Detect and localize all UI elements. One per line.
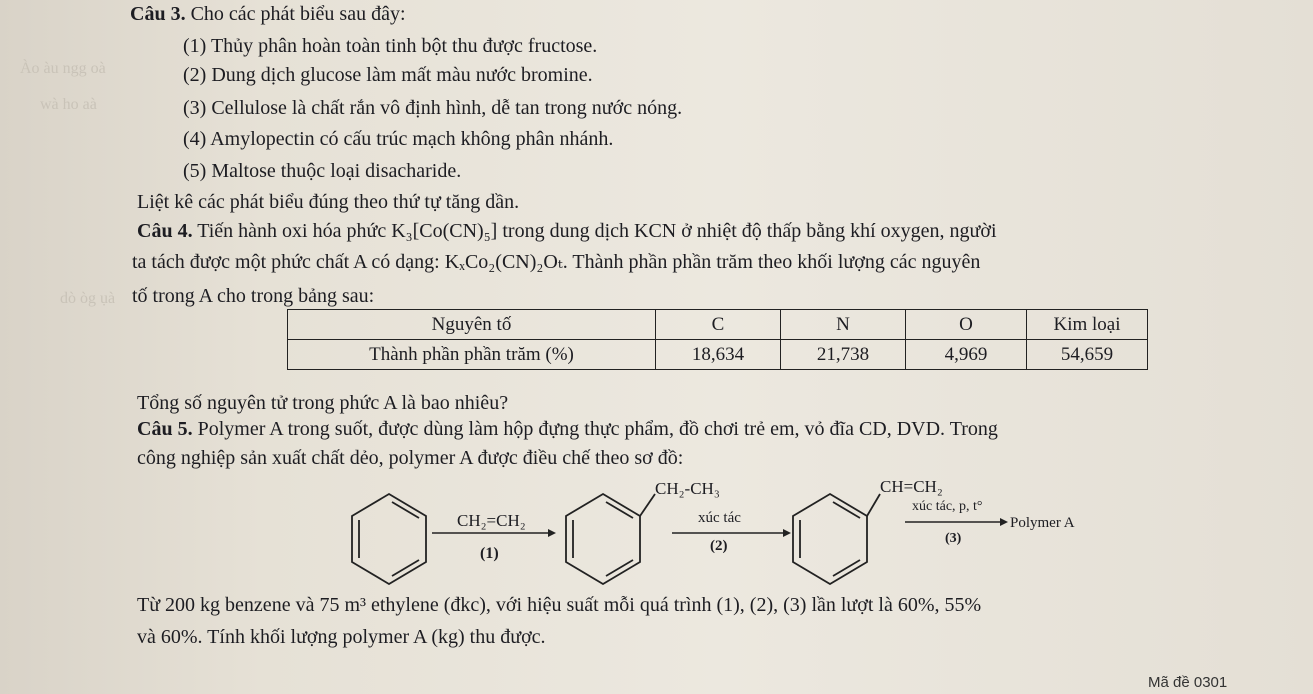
reagent-3: xúc tác, p, t° xyxy=(912,499,983,514)
bleed-through-decoration: wà ho aà xyxy=(40,96,97,113)
question-3-task: Liệt kê các phát biểu đúng theo thứ tự tăng dần. xyxy=(137,191,520,213)
table-header-row xyxy=(288,310,1148,340)
question-4-question: Tổng số nguyên tử trong phức A là bao nhiêu? xyxy=(137,392,509,414)
styrene-ring-icon xyxy=(793,494,880,584)
question-3-label: Câu 3. xyxy=(130,3,186,25)
statement-4: (4) Amylopectin có cấu trúc mạch không phân nhánh. xyxy=(183,128,614,150)
table-header-cell: Nguyên tố xyxy=(288,310,656,340)
question-5-line-1 xyxy=(137,417,998,441)
exam-code: Mã đề 0301 xyxy=(1148,674,1228,691)
bleed-through-decoration: Ào àu ngg oà xyxy=(20,60,106,77)
reagent-2: xúc tác xyxy=(698,510,741,526)
question-5-line-3: Từ 200 kg benzene và 75 m³ ethylene (đkc), với hiệu suất mỗi quá trình (1), (2), (3) lần lượt là 60%, 55% xyxy=(137,594,982,616)
question-5-label: Câu 5. xyxy=(137,418,193,440)
question-4-text-1: Tiến hành oxi hóa phức K₃[Co(CN)₅] trong dung dịch KCN ở nhiệt độ thấp bằng khí oxygen, người xyxy=(197,220,997,242)
table-header-cell: O xyxy=(906,310,1027,340)
question-4-label: Câu 4. xyxy=(137,220,193,242)
question-5-text-1: Polymer A trong suốt, được dùng làm hộp đựng thực phẩm, đồ chơi trẻ em, vỏ đĩa CD, DVD. Trong xyxy=(197,418,998,440)
table-row-label: Thành phần phần trăm (%) xyxy=(288,340,656,370)
arrow-head-icon xyxy=(548,529,556,537)
reagent-1: CH₂=CH₂ xyxy=(457,511,526,530)
ethylbenzene-ring-icon xyxy=(566,494,655,584)
product-label: Polymer A xyxy=(1010,515,1075,531)
table-cell: 21,738 xyxy=(781,340,906,370)
question-4-line-1 xyxy=(137,219,997,243)
statement-5: (5) Maltose thuộc loại disacharide. xyxy=(183,160,462,182)
bleed-through-decoration: dò òg ụà xyxy=(60,290,116,307)
question-3-heading xyxy=(130,2,406,26)
step-1-label: (1) xyxy=(480,545,499,562)
benzene-ring-icon xyxy=(352,494,426,584)
arrow-head-icon xyxy=(1000,518,1008,526)
question-3-intro: Cho các phát biểu sau đây: xyxy=(190,3,406,25)
table-cell: 54,659 xyxy=(1027,340,1148,370)
table-row xyxy=(288,340,1148,370)
statement-3: (3) Cellulose là chất rắn vô định hình, dễ tan trong nước nóng. xyxy=(183,97,683,119)
table-header-cell: Kim loại xyxy=(1027,310,1148,340)
table-cell: 4,969 xyxy=(906,340,1027,370)
question-5-line-2: công nghiệp sản xuất chất dẻo, polymer A được điều chế theo sơ đồ: xyxy=(137,447,684,469)
step-3-label: (3) xyxy=(945,531,962,546)
reaction-scheme xyxy=(350,470,1110,585)
table-cell: 18,634 xyxy=(656,340,781,370)
question-5-line-4: và 60%. Tính khối lượng polymer A (kg) thu được. xyxy=(137,626,546,648)
substituent-vinyl: CH=CH₂ xyxy=(880,477,943,496)
composition-table xyxy=(287,309,1148,370)
arrow-head-icon xyxy=(783,529,791,537)
table-header-cell: N xyxy=(781,310,906,340)
question-4-line-2: ta tách được một phức chất A có dạng: KₓCo₂(CN)₂Oₜ. Thành phần phần trăm theo khối lượng các nguyên xyxy=(132,251,981,273)
step-2-label: (2) xyxy=(710,538,728,554)
question-4-line-3: tố trong A cho trong bảng sau: xyxy=(132,285,375,307)
statement-2: (2) Dung dịch glucose làm mất màu nước bromine. xyxy=(183,64,593,86)
substituent-ethyl: CH₂-CH₃ xyxy=(655,479,720,498)
statement-1: (1) Thủy phân hoàn toàn tinh bột thu được fructose. xyxy=(183,35,598,57)
table-header-cell: C xyxy=(656,310,781,340)
